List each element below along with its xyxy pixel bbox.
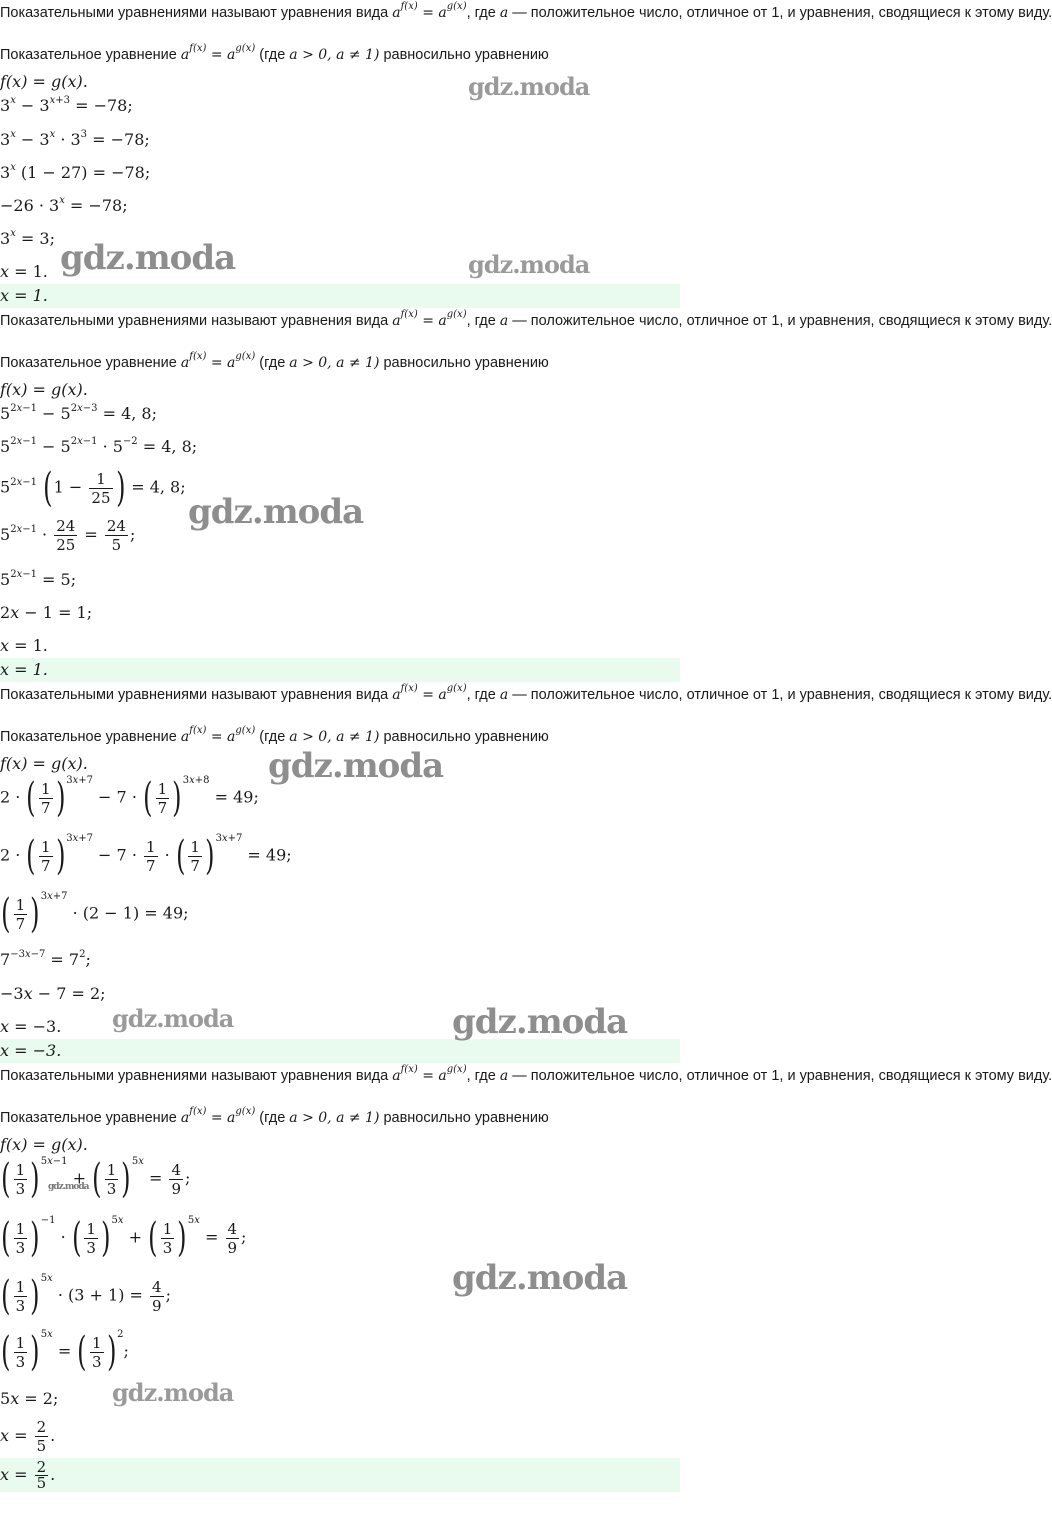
solution-step: −3x − 7 = 2; [0, 984, 106, 1003]
solution-step: 2 · ( $\frac{1}{7}$ )$^{3x+7}$ − 7 · ( $\frac{1}{7}$ )$^{3x+8}$ = 49; [0, 774, 259, 821]
solution-step: ( $\frac{1}{7}$ )$^{3x+7}$ · (2 − 1) = 49; [1, 890, 189, 937]
watermark: gdz.moda [268, 746, 444, 786]
watermark: gdz.moda [468, 72, 590, 101]
answer-box: x = 1. [0, 284, 680, 308]
watermark: gdz.moda [452, 1002, 628, 1042]
solution-step: ( $\frac{1}{3}$ )$^{-1}$ · ( $\frac{1}{3}$ )$^{5x}$ + ( $\frac{1}{3}$ )$^{5x}$ = $\frac{4}{9}$ ; [1, 1214, 247, 1261]
solution-step: 5x = 2; [0, 1389, 59, 1408]
solution-step: $3^x = 3$; [0, 228, 55, 248]
watermark: gdz.moda [112, 1378, 234, 1407]
intro-text: Показательными уравнениями называют уравнения вида $a^{f(x)} = a^{g(x)}$, где a — положительное число, отличное от 1, и уравнения, сводящиеся к этому виду. [0, 1, 1052, 21]
solution-step: 3$^x$ (1 − 27) = −78; [0, 162, 151, 182]
answer-box: x = $\frac{2}{5}$ . [0, 1458, 680, 1492]
answer-box: x = −3. [0, 1039, 680, 1063]
rule-text: Показательное уравнение $a^{f(x)} = a^{g(x)}$ (где a > 0, a ≠ 1) равносильно уравнению [0, 43, 549, 63]
solution-step: $3^x - 3^{x+3} = -78$; [0, 95, 133, 115]
watermark: gdz.moda [468, 250, 590, 279]
solution-step: x = 1. [0, 262, 48, 281]
rule-equation: f(x) = g(x). [0, 754, 88, 773]
solution-step: $5^{2x-1} - 5^{2x-3} = 4$, 8; [0, 403, 157, 423]
rule-equation: f(x) = g(x). [0, 380, 88, 399]
solution-step: x = $\frac{2}{5}$ . [0, 1418, 56, 1455]
solution-step: $7^{-3x-7} = 7^2$; [0, 949, 91, 969]
rule-equation: f(x) = g(x). [0, 1135, 88, 1154]
rule-equation: f(x) = g(x). [0, 72, 88, 91]
solution-step: x = 1. [0, 636, 48, 655]
rule-text: Показательное уравнение $a^{f(x)} = a^{g(x)}$ (где a > 0, a ≠ 1) равносильно уравнению [0, 725, 549, 745]
intro-text: Показательными уравнениями называют уравнения вида $a^{f(x)} = a^{g(x)}$, где a — положительное число, отличное от 1, и уравнения, сводящиеся к этому виду. [0, 683, 1052, 703]
watermark: gdz.moda [452, 1258, 628, 1298]
intro-text: Показательными уравнениями называют уравнения вида $a^{f(x)} = a^{g(x)}$, где a — положительное число, отличное от 1, и уравнения, сводящиеся к этому виду. [0, 309, 1052, 329]
solution-step: ( $\frac{1}{3}$ )$^{5x}$ = ( $\frac{1}{3}$ )$^2$; [1, 1328, 129, 1375]
solution-step: $-26 \cdot 3^x = -78$; [0, 195, 128, 215]
solution-step: ( $\frac{1}{3}$ )$^{5x}$ · (3 + 1) = $\frac{4}{9}$ ; [1, 1272, 171, 1319]
watermark: gdz.moda [48, 1182, 89, 1192]
solution-step: $5^{2x-1}$ · $\frac{24}{25}$ = $\frac{24}{5}$ ; [0, 517, 136, 554]
solution-step: x = −3. [0, 1017, 62, 1036]
watermark: gdz.moda [60, 238, 236, 278]
answer-box: x = 1. [0, 658, 680, 682]
solution-step: 2x − 1 = 1; [0, 603, 93, 622]
solution-step: 2 · ( $\frac{1}{7}$ )$^{3x+7}$ − 7 · $\frac{1}{7}$ · ( $\frac{1}{7}$ )$^{3x+7}$ = 49; [0, 832, 292, 879]
rule-text: Показательное уравнение $a^{f(x)} = a^{g(x)}$ (где a > 0, a ≠ 1) равносильно уравнению [0, 1106, 549, 1126]
solution-step: $5^{2x-1}$ (1 − $\frac{1}{25}$ ) = 4, 8; [0, 465, 186, 511]
solution-step: $5^{2x-1} - 5^{2x-1} \cdot 5^{-2} = 4$, 8; [0, 436, 198, 456]
solution-step: $5^{2x-1} = 5$; [0, 569, 77, 589]
intro-text: Показательными уравнениями называют уравнения вида $a^{f(x)} = a^{g(x)}$, где a — положительное число, отличное от 1, и уравнения, сводящиеся к этому виду. [0, 1064, 1052, 1084]
watermark: gdz.moda [188, 492, 364, 532]
rule-text: Показательное уравнение $a^{f(x)} = a^{g(x)}$ (где a > 0, a ≠ 1) равносильно уравнению [0, 351, 549, 371]
solution-step: $3^x - 3^x \cdot 3^3 = -78$; [0, 129, 150, 149]
watermark: gdz.moda [112, 1004, 234, 1033]
solution-step: ( $\frac{1}{3}$ )$^{5x-1}$ + ( $\frac{1}{3}$ )$^{5x}$ = $\frac{4}{9}$ ; [1, 1155, 191, 1202]
